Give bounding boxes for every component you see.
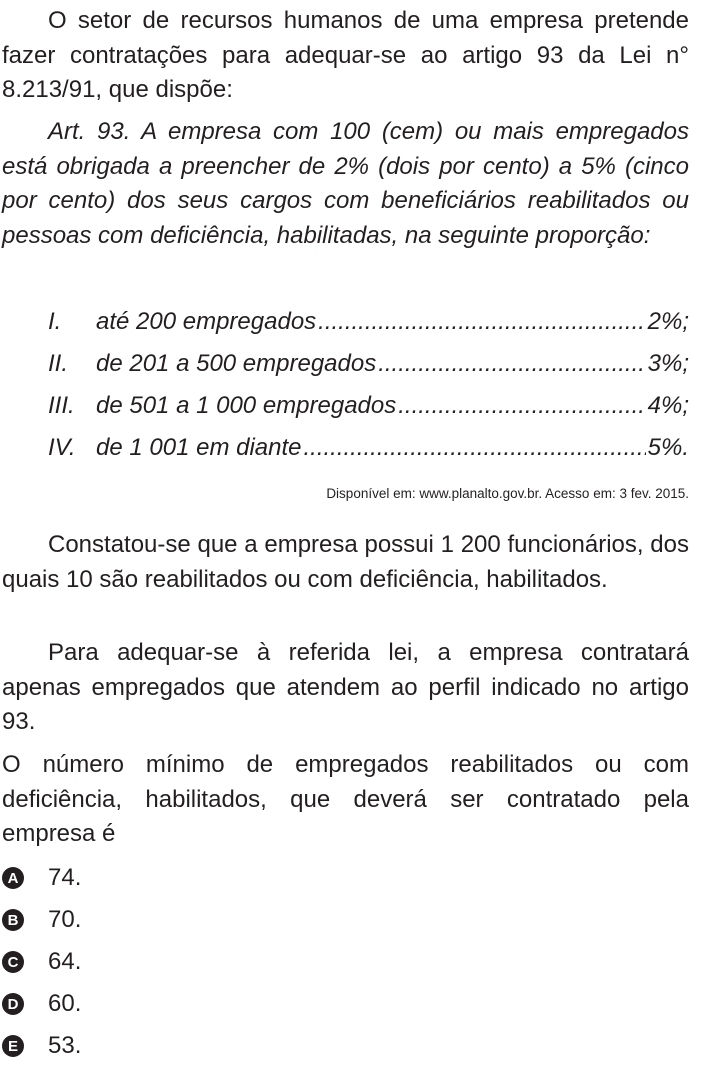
list-item (48, 431, 689, 473)
option-a[interactable] (2, 857, 81, 899)
leader-dots (378, 347, 645, 381)
item-text: até 200 empregados (96, 308, 317, 335)
item-numeral: III. (48, 392, 75, 419)
option-letter-badge: A (2, 867, 24, 889)
option-d[interactable] (2, 983, 81, 1025)
item-value: 5%. (647, 434, 689, 461)
item-numeral: IV. (48, 434, 76, 461)
item-value: 2%; (647, 308, 689, 335)
option-letter-badge: C (2, 951, 24, 973)
option-text: 53. (48, 1032, 82, 1059)
answer-options (2, 857, 81, 1067)
question-stem: O número mínimo de empregados reabilitados ou com deficiência, habilitados, que deverá ser contratado pela empresa é (2, 751, 689, 847)
list-item (48, 347, 689, 389)
item-numeral: I. (48, 308, 62, 335)
item-text: de 1 001 em diante (96, 434, 302, 461)
proportion-list (48, 305, 689, 473)
intro-paragraph: O setor de recursos humanos de uma empresa pretende fazer contratações para adequar-se ao artigo 93 da Lei n° 8.213/91, que dispõe: (2, 7, 689, 103)
item-value: 4%; (647, 392, 689, 419)
option-text: 64. (48, 948, 82, 975)
option-letter-badge: B (2, 909, 24, 931)
option-b[interactable] (2, 899, 81, 941)
option-text: 70. (48, 906, 82, 933)
source-citation: Disponível em: www.planalto.gov.br. Acesso em: 3 fev. 2015. (326, 486, 689, 501)
option-text: 60. (48, 990, 82, 1017)
article-quote: Art. 93. A empresa com 100 (cem) ou mais empregados está obrigada a preencher de 2% (dois por cento) a 5% (cinco por cento) dos seus cargos com beneficiários reabilitados ou pessoas com deficiência, habilitadas, na seguinte proporção: (2, 118, 689, 249)
leader-dots (304, 431, 646, 465)
leader-dots (398, 389, 645, 423)
item-numeral: II. (48, 350, 69, 377)
option-text: 74. (48, 864, 82, 891)
paragraph-company: Constatou-se que a empresa possui 1 200 funcionários, dos quais 10 são reabilitados ou com deficiência, habilitados. (2, 531, 689, 593)
item-text: de 201 a 500 empregados (96, 350, 377, 377)
paragraph-hiring: Para adequar-se à referida lei, a empresa contratará apenas empregados que atendem ao perfil indicado no artigo 93. (2, 639, 689, 735)
option-c[interactable] (2, 941, 81, 983)
leader-dots (318, 305, 645, 339)
option-e[interactable] (2, 1025, 81, 1067)
option-letter-badge: E (2, 1035, 24, 1057)
item-text: de 501 a 1 000 empregados (96, 392, 397, 419)
item-value: 3%; (647, 350, 689, 377)
list-item (48, 305, 689, 347)
list-item (48, 389, 689, 431)
option-letter-badge: D (2, 993, 24, 1015)
